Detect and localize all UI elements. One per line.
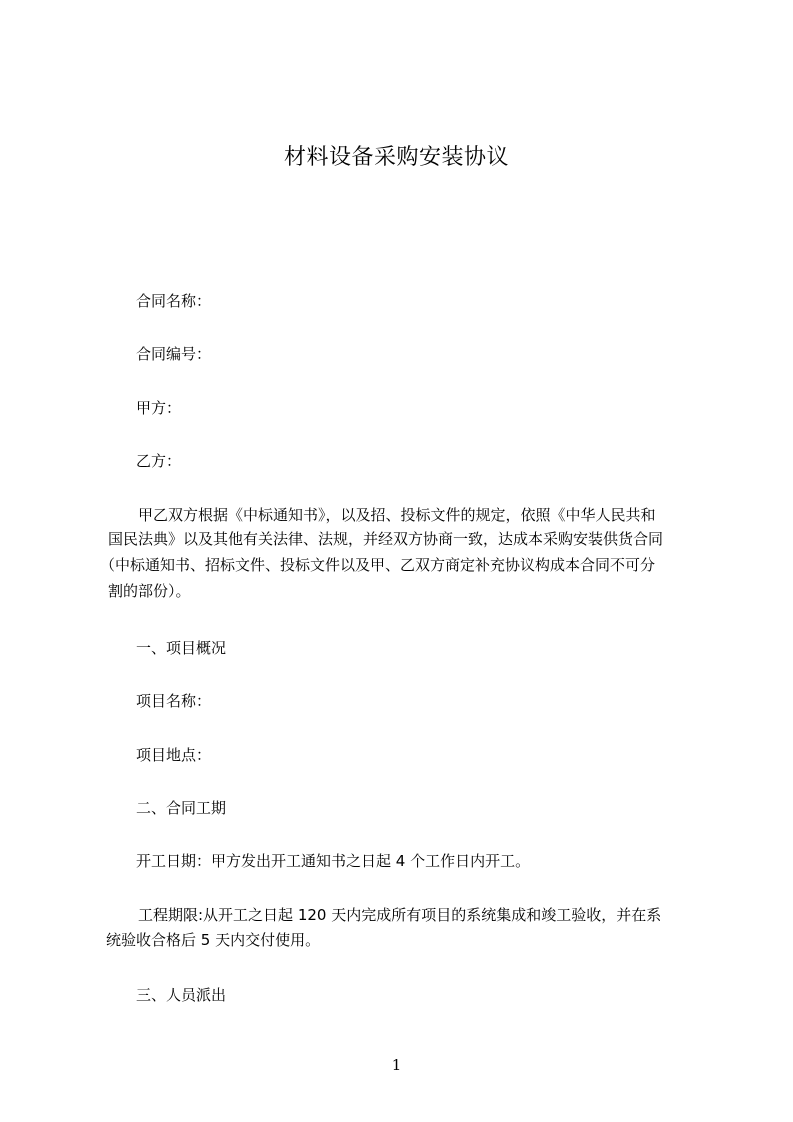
party-b-field: 乙方： xyxy=(136,452,182,470)
section-1-heading: 一、项目概况 xyxy=(136,639,227,657)
intro-paragraph-line: 割的部份）。 xyxy=(108,582,191,600)
work-period-line: 统验收合格后 5 天内交付使用。 xyxy=(106,931,321,949)
section-3-heading: 三、人员派出 xyxy=(136,986,227,1004)
intro-paragraph-line: （中标通知书、招标文件、投标文件以及甲、乙双方商定补充协议构成本合同不可分 xyxy=(100,556,656,574)
intro-paragraph xyxy=(100,505,698,605)
work-period-paragraph xyxy=(106,905,706,955)
contract-name-field: 合同名称： xyxy=(136,292,212,310)
intro-paragraph-line: 国民法典》以及其他有关法律、法规，并经双方协商一致，达成本采购安装供货合同 xyxy=(108,530,664,548)
start-date-line: 开工日期：甲方发出开工通知书之日起 4 个工作日内开工。 xyxy=(136,852,531,870)
work-period-line: 工程期限:从开工之日起 120 天内完成所有项目的系统集成和竣工验收，并在系 xyxy=(138,906,662,924)
intro-paragraph-line: 甲乙双方根据《中标通知书》，以及招、投标文件的规定，依照《中华人民共和 xyxy=(138,506,656,524)
project-location-field: 项目地点： xyxy=(136,746,212,764)
section-2-heading: 二、合同工期 xyxy=(136,799,227,817)
page-title: 材料设备采购安装协议 xyxy=(283,145,509,170)
contract-number-field: 合同编号： xyxy=(136,345,212,363)
party-a-field: 甲方： xyxy=(136,399,182,417)
page-number: 1 xyxy=(391,1056,402,1074)
project-name-field: 项目名称： xyxy=(136,692,212,710)
